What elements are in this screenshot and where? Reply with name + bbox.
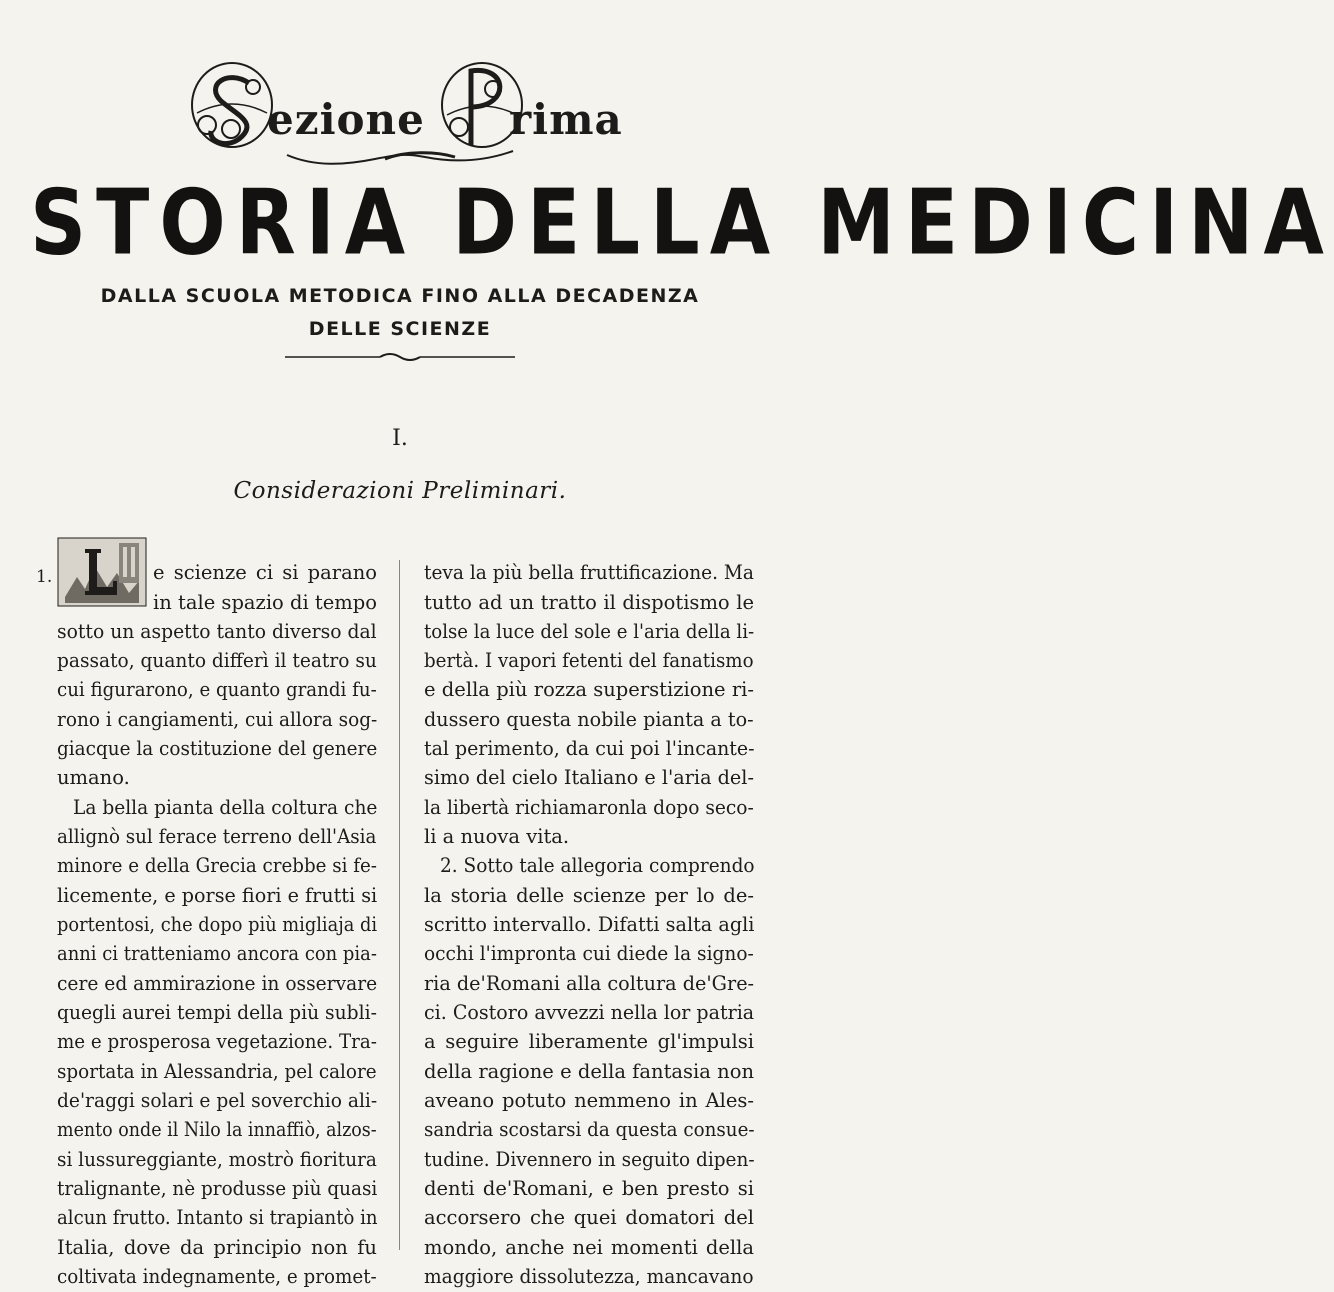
text-line: mondo, anche nei momenti della: [424, 1236, 754, 1259]
text-line: accorsero che quei domatori del: [424, 1206, 754, 1229]
text-line: a seguire liberamente gl'impulsi: [424, 1030, 754, 1053]
text-line: scritto intervallo. Difatti salta agli: [424, 913, 755, 936]
text-line: ria de'Romani alla coltura de'Gre-: [424, 972, 755, 995]
text-line: minore e della Grecia crebbe si fe-: [57, 854, 377, 877]
text-line: maggiore dissolutezza, mancavano: [424, 1265, 754, 1288]
text-line: licemente, e porse fiori e frutti si: [57, 884, 378, 907]
text-line: la libertà richiamaronla dopo seco-: [424, 796, 754, 819]
text-line: 2. Sotto tale allegoria comprendo: [440, 854, 755, 877]
text-line: tutto ad un tratto il dispotismo le: [424, 591, 754, 614]
text-line: e scienze ci si parano: [153, 561, 377, 584]
text-line: si lussureggiante, mostrò fioritura: [57, 1148, 377, 1171]
text-line: li a nuova vita.: [424, 825, 570, 848]
text-line: simo del cielo Italiano e l'aria del-: [424, 766, 754, 789]
text-line: la storia delle scienze per lo de-: [424, 884, 754, 907]
text-line: occhi l'impronta cui diede la signo-: [424, 942, 754, 965]
text-line: anni ci tratteniamo ancora con pia-: [57, 942, 377, 965]
text-line: sportata in Alessandria, pel calore: [57, 1060, 377, 1083]
text-line: dussero questa nobile pianta a to-: [424, 708, 754, 731]
text-line: aveano potuto nemmeno in Ales-: [424, 1089, 754, 1112]
text-line: bertà. I vapori fetenti del fanatismo: [424, 649, 754, 672]
text-line: tralignante, nè produsse più quasi: [57, 1177, 378, 1200]
header-ornament: [175, 55, 623, 165]
text-line: coltivata indegnamente, e promet-: [57, 1265, 377, 1288]
paragraph-number: 1.: [36, 567, 53, 587]
ornament-word-right: rima: [509, 95, 623, 144]
subtitle-line-1: DALLA SCUOLA METODICA FINO ALLA DECADENZA: [100, 285, 700, 307]
column-divider: [399, 560, 400, 1250]
text-line: portentosi, che dopo più migliaja di: [57, 913, 378, 936]
drop-cap-l-icon: [57, 537, 147, 607]
text-line: La bella pianta della coltura che: [73, 796, 378, 819]
text-line: de'raggi solari e pel soverchio ali-: [57, 1089, 378, 1112]
text-line: cui figurarono, e quanto grandi fu-: [57, 678, 377, 701]
text-line: alcun frutto. Intanto si trapiantò in: [57, 1206, 378, 1229]
subtitle-line-2: DELLE SCIENZE: [308, 318, 492, 340]
text-line: quegli aurei tempi della più subli-: [57, 1001, 377, 1024]
text-line: Italia, dove da principio non fu: [57, 1236, 377, 1259]
text-line: tudine. Divennero in seguito dipen-: [424, 1148, 755, 1171]
swash-flourish-icon: [285, 147, 515, 169]
section-number: I.: [392, 426, 408, 451]
section-title: Considerazioni Preliminari.: [233, 478, 567, 504]
text-line: tolse la luce del sole e l'aria della li-: [424, 620, 755, 643]
text-line: mento onde il Nilo la innaffiò, alzos-: [57, 1118, 377, 1141]
ornamental-rule: [285, 348, 515, 360]
ornament-word-left: ezione: [267, 95, 425, 144]
text-line: ci. Costoro avvezzi nella lor patria: [424, 1001, 755, 1024]
text-line: teva la più bella fruttificazione. Ma: [424, 561, 754, 584]
text-line: rono i cangiamenti, cui allora sog-: [57, 708, 378, 731]
text-line: sandria scostarsi da questa consue-: [424, 1118, 755, 1141]
text-line: cere ed ammirazione in osservare: [57, 972, 378, 995]
text-line: passato, quanto differì il teatro su: [57, 649, 377, 672]
text-line: e della più rozza superstizione ri-: [424, 678, 754, 701]
text-line: me e prosperosa vegetazione. Tra-: [57, 1030, 377, 1053]
text-line: in tale spazio di tempo: [153, 591, 378, 614]
text-line: sotto un aspetto tanto diverso dal: [57, 620, 377, 643]
text-line: umano.: [57, 766, 130, 789]
text-line: giacque la costituzione del genere: [57, 737, 378, 760]
text-line: tal perimento, da cui poi l'incante-: [424, 737, 755, 760]
text-line: della ragione e della fantasia non: [424, 1060, 754, 1083]
text-line: denti de'Romani, e ben presto si: [424, 1177, 754, 1200]
book-title: STORIA DELLA MEDICINA: [30, 172, 1334, 276]
ornate-capital-s-icon: [187, 55, 277, 155]
text-line: allignò sul ferace terreno dell'Asia: [57, 825, 377, 848]
